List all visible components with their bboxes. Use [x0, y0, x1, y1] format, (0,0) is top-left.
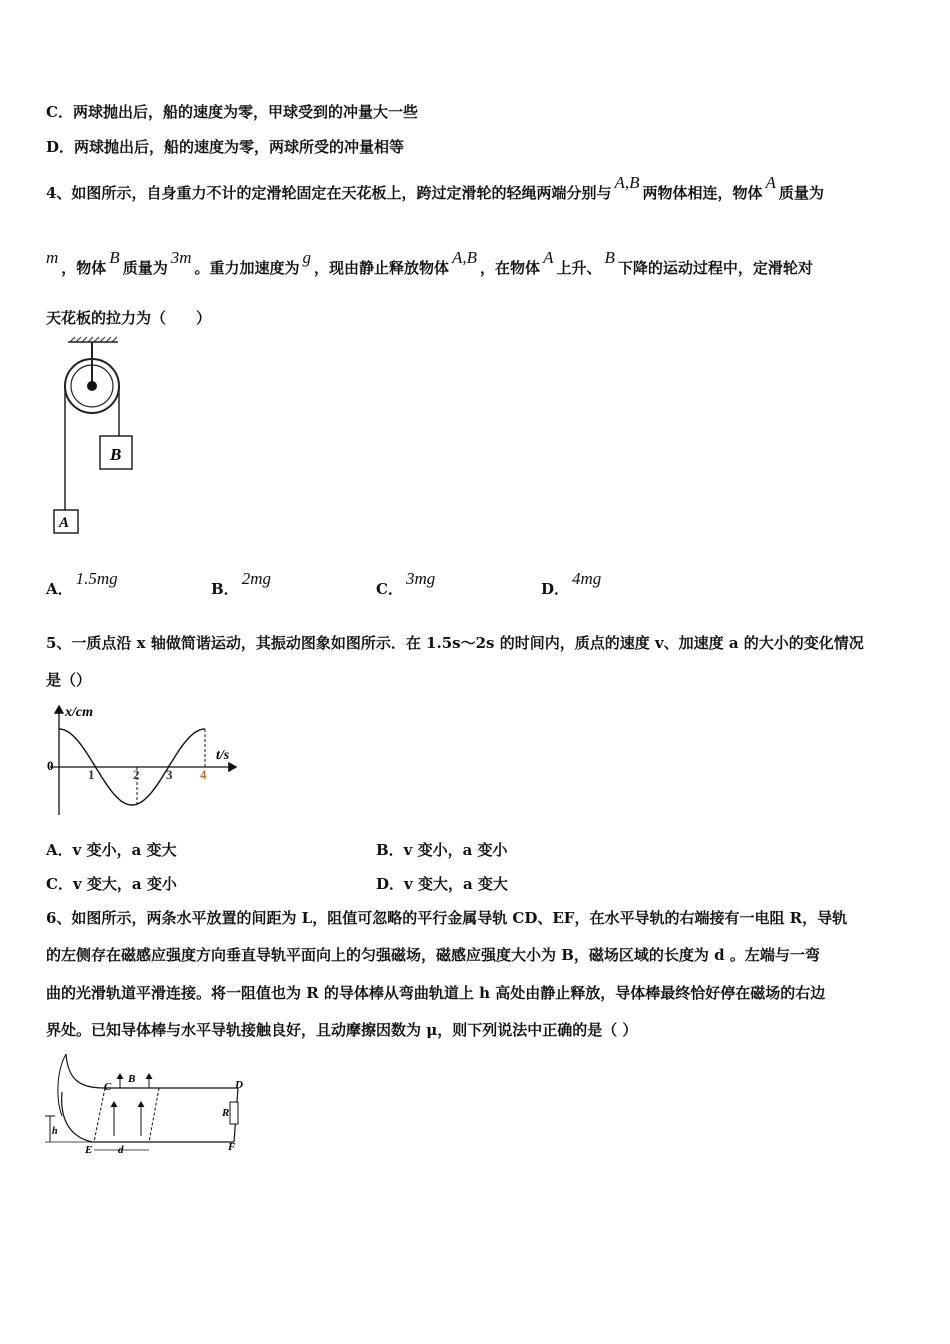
q5-option-d[interactable]: D．v 变大，a 变大: [376, 875, 508, 893]
q4-option-a[interactable]: A．1.5mg: [46, 569, 118, 598]
origin-label: 0: [47, 758, 54, 773]
label-d-point: D: [235, 1079, 243, 1091]
q4-stem-line3: 天花板的拉力为（ ）: [46, 309, 212, 327]
label-h: h: [52, 1126, 58, 1137]
q6-stem-line2: 的左侧存在磁感应强度方向垂直导轨平面向上的匀强磁场，磁感应强度大小为 B，磁场区域的长度为 d 。左端与一弯: [46, 946, 820, 964]
label-r: R: [222, 1107, 230, 1119]
label-f: F: [228, 1141, 236, 1153]
block-b-label: B: [110, 445, 122, 464]
q3-option-c[interactable]: C．两球抛出后，船的速度为零，甲球受到的冲量大一些: [46, 103, 418, 121]
label-d-length: d: [118, 1144, 124, 1156]
q6-stem-line4: 界处。已知导体棒与水平导轨接触良好，且动摩擦因数为 μ，则下列说法中正确的是（ ）: [46, 1021, 638, 1039]
q4-stem-line2: m，物体B质量为3m。重力加速度为g，现由静止释放物体A,B，在物体A上升、B下降的运动过程中，定滑轮对: [46, 248, 813, 277]
tick-3: 3: [166, 767, 173, 782]
resistor-r: [230, 1102, 238, 1124]
q4-option-b[interactable]: B．2mg: [211, 569, 271, 598]
q5-option-b[interactable]: B．v 变小，a 变小: [376, 841, 508, 859]
t-axis-label: t/s: [216, 748, 230, 763]
q5-stem-line1: 5、一质点沿 x 轴做简谐运动，其振动图象如图所示．在 1.5s～2s 的时间内，质点的速度 v、加速度 a 的大小的变化情况: [46, 634, 864, 652]
q6-stem-line3: 曲的光滑轨道平滑连接。将一阻值也为 R 的导体棒从弯曲轨道上 h 高处由静止释放，导体棒最终恰好停在磁场的右边: [46, 984, 826, 1002]
vibration-graph: [44, 700, 244, 818]
tick-2: 2: [133, 767, 140, 782]
pulley-diagram: [48, 336, 148, 541]
q6-stem-line1: 6、如图所示，两条水平放置的间距为 L，阻值可忽略的平行金属导轨 CD、EF，在水平导轨的右端接有一电阻 R，导轨: [46, 909, 848, 927]
label-b: B: [128, 1073, 136, 1085]
tick-4: 4: [200, 767, 207, 782]
label-c: C: [104, 1081, 112, 1093]
q5-stem-line2: 是（）: [46, 671, 92, 689]
q4-option-c[interactable]: C．3mg: [376, 569, 436, 598]
tick-1: 1: [88, 767, 95, 782]
label-e: E: [85, 1144, 93, 1156]
q5-option-a[interactable]: A．v 变小，a 变大: [46, 841, 177, 859]
rail-diagram: [42, 1052, 257, 1156]
q5-option-c[interactable]: C．v 变大，a 变小: [46, 875, 177, 893]
y-axis-label: x/cm: [65, 705, 93, 720]
block-a-label: A: [59, 515, 70, 531]
q3-option-d[interactable]: D．两球抛出后，船的速度为零，两球所受的冲量相等: [46, 138, 405, 156]
q4-option-d[interactable]: D．4mg: [541, 569, 602, 598]
q4-stem-line1: 4、如图所示，自身重力不计的定滑轮固定在天花板上，跨过定滑轮的轻绳两端分别与A,B两物体相连，物体A质量为: [46, 173, 824, 202]
